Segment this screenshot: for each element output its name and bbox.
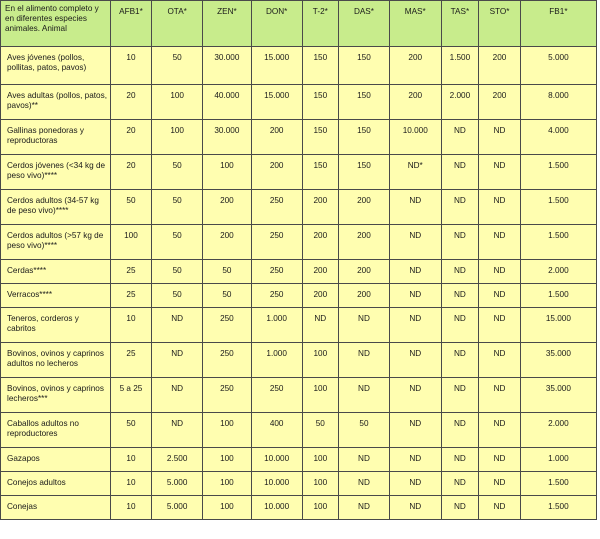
- cell-zen: 200: [203, 190, 252, 225]
- cell-don: 250: [251, 225, 302, 260]
- header-t2: T-2*: [302, 1, 339, 47]
- cell-das: ND: [339, 378, 390, 413]
- cell-t2: 150: [302, 85, 339, 120]
- cell-don: 250: [251, 190, 302, 225]
- header-ota: OTA*: [152, 1, 203, 47]
- cell-fb1: 2.000: [520, 413, 596, 448]
- table-row: [1, 260, 597, 284]
- cell-afb1: 10: [110, 448, 152, 472]
- cell-das: 200: [339, 284, 390, 308]
- cell-das: 150: [339, 85, 390, 120]
- cell-zen: 100: [203, 472, 252, 496]
- cell-don: 15.000: [251, 85, 302, 120]
- cell-zen: 100: [203, 496, 252, 520]
- cell-fb1: 5.000: [520, 47, 596, 85]
- cell-ota: 50: [152, 225, 203, 260]
- header-tas: TAS*: [441, 1, 479, 47]
- cell-das: ND: [339, 472, 390, 496]
- cell-tas: ND: [441, 190, 479, 225]
- header-row: [1, 1, 597, 47]
- cell-afb1: 50: [110, 413, 152, 448]
- cell-t2: 100: [302, 496, 339, 520]
- cell-ota: ND: [152, 413, 203, 448]
- cell-zen: 30.000: [203, 120, 252, 155]
- cell-mas: ND: [389, 190, 441, 225]
- cell-tas: ND: [441, 260, 479, 284]
- header-fb1: FB1*: [520, 1, 596, 47]
- table-row: [1, 448, 597, 472]
- cell-zen: 50: [203, 260, 252, 284]
- cell-das: 150: [339, 120, 390, 155]
- cell-don: 1.000: [251, 343, 302, 378]
- cell-zen: 100: [203, 155, 252, 190]
- table-row: [1, 413, 597, 448]
- cell-zen: 100: [203, 448, 252, 472]
- cell-t2: 200: [302, 260, 339, 284]
- cell-ota: 5.000: [152, 496, 203, 520]
- cell-afb1: 50: [110, 190, 152, 225]
- cell-ota: 2.500: [152, 448, 203, 472]
- cell-animal: Gallinas ponedoras y reproductoras: [1, 120, 111, 155]
- cell-t2: 200: [302, 225, 339, 260]
- table-row: [1, 378, 597, 413]
- cell-fb1: 4.000: [520, 120, 596, 155]
- table-row: [1, 496, 597, 520]
- cell-ota: 50: [152, 190, 203, 225]
- cell-t2: 100: [302, 343, 339, 378]
- cell-t2: ND: [302, 308, 339, 343]
- cell-tas: ND: [441, 343, 479, 378]
- cell-mas: ND: [389, 260, 441, 284]
- table-row: [1, 284, 597, 308]
- cell-afb1: 20: [110, 155, 152, 190]
- cell-ota: 50: [152, 155, 203, 190]
- cell-t2: 200: [302, 284, 339, 308]
- cell-das: ND: [339, 496, 390, 520]
- cell-t2: 100: [302, 448, 339, 472]
- cell-fb1: 2.000: [520, 260, 596, 284]
- cell-afb1: 5 a 25: [110, 378, 152, 413]
- cell-fb1: 1.000: [520, 448, 596, 472]
- cell-animal: Caballos adultos no reproductores: [1, 413, 111, 448]
- cell-ota: 50: [152, 260, 203, 284]
- cell-ota: 50: [152, 284, 203, 308]
- cell-das: 50: [339, 413, 390, 448]
- cell-tas: 2.000: [441, 85, 479, 120]
- cell-animal: Cerdos jóvenes (<34 kg de peso vivo)****: [1, 155, 111, 190]
- table-body: [1, 47, 597, 520]
- cell-mas: 200: [389, 47, 441, 85]
- cell-animal: Verracos****: [1, 284, 111, 308]
- cell-zen: 100: [203, 413, 252, 448]
- cell-zen: 50: [203, 284, 252, 308]
- cell-afb1: 20: [110, 85, 152, 120]
- cell-t2: 150: [302, 120, 339, 155]
- cell-fb1: 35.000: [520, 343, 596, 378]
- cell-afb1: 10: [110, 47, 152, 85]
- cell-afb1: 100: [110, 225, 152, 260]
- cell-ota: ND: [152, 343, 203, 378]
- header-afb1: AFB1*: [110, 1, 152, 47]
- cell-afb1: 10: [110, 308, 152, 343]
- cell-t2: 200: [302, 190, 339, 225]
- cell-mas: ND: [389, 448, 441, 472]
- cell-das: 200: [339, 190, 390, 225]
- cell-t2: 50: [302, 413, 339, 448]
- header-don: DON*: [251, 1, 302, 47]
- table-row: [1, 155, 597, 190]
- cell-mas: ND: [389, 413, 441, 448]
- cell-afb1: 25: [110, 260, 152, 284]
- cell-ota: ND: [152, 308, 203, 343]
- cell-tas: ND: [441, 308, 479, 343]
- cell-sto: ND: [479, 190, 521, 225]
- cell-tas: 1.500: [441, 47, 479, 85]
- cell-animal: Cerdos adultos (34-57 kg de peso vivo)****: [1, 190, 111, 225]
- cell-tas: ND: [441, 284, 479, 308]
- cell-animal: Aves adultas (pollos, patos, pavos)**: [1, 85, 111, 120]
- cell-don: 250: [251, 260, 302, 284]
- cell-don: 10.000: [251, 496, 302, 520]
- table-row: [1, 85, 597, 120]
- header-das: DAS*: [339, 1, 390, 47]
- cell-sto: ND: [479, 120, 521, 155]
- cell-animal: Bovinos, ovinos y caprinos lecheros***: [1, 378, 111, 413]
- cell-mas: ND: [389, 343, 441, 378]
- cell-animal: Conejas: [1, 496, 111, 520]
- cell-das: 200: [339, 225, 390, 260]
- cell-sto: ND: [479, 284, 521, 308]
- cell-mas: ND: [389, 308, 441, 343]
- cell-mas: 10.000: [389, 120, 441, 155]
- table-row: [1, 47, 597, 85]
- cell-animal: Cerdas****: [1, 260, 111, 284]
- cell-ota: 100: [152, 120, 203, 155]
- cell-mas: ND*: [389, 155, 441, 190]
- cell-tas: ND: [441, 472, 479, 496]
- table-row: [1, 190, 597, 225]
- cell-don: 10.000: [251, 472, 302, 496]
- cell-das: ND: [339, 308, 390, 343]
- cell-fb1: 35.000: [520, 378, 596, 413]
- cell-ota: ND: [152, 378, 203, 413]
- cell-don: 15.000: [251, 47, 302, 85]
- cell-tas: ND: [441, 120, 479, 155]
- cell-das: ND: [339, 448, 390, 472]
- cell-don: 200: [251, 155, 302, 190]
- cell-tas: ND: [441, 448, 479, 472]
- cell-animal: Teneros, corderos y cabritos: [1, 308, 111, 343]
- cell-fb1: 1.500: [520, 284, 596, 308]
- cell-fb1: 1.500: [520, 496, 596, 520]
- cell-tas: ND: [441, 496, 479, 520]
- cell-fb1: 1.500: [520, 190, 596, 225]
- cell-ota: 5.000: [152, 472, 203, 496]
- table-row: [1, 308, 597, 343]
- cell-mas: ND: [389, 496, 441, 520]
- cell-animal: Conejos adultos: [1, 472, 111, 496]
- cell-fb1: 1.500: [520, 472, 596, 496]
- cell-animal: Aves jóvenes (pollos, pollitas, patos, pavos): [1, 47, 111, 85]
- cell-fb1: 1.500: [520, 155, 596, 190]
- header-sto: STO*: [479, 1, 521, 47]
- cell-don: 400: [251, 413, 302, 448]
- cell-fb1: 1.500: [520, 225, 596, 260]
- cell-sto: ND: [479, 472, 521, 496]
- cell-don: 250: [251, 378, 302, 413]
- cell-sto: 200: [479, 47, 521, 85]
- table-header: [1, 1, 597, 47]
- cell-das: 200: [339, 260, 390, 284]
- header-mas: MAS*: [389, 1, 441, 47]
- cell-sto: ND: [479, 343, 521, 378]
- cell-sto: ND: [479, 308, 521, 343]
- table-row: [1, 472, 597, 496]
- cell-mas: ND: [389, 225, 441, 260]
- cell-das: 150: [339, 155, 390, 190]
- cell-tas: ND: [441, 155, 479, 190]
- cell-sto: ND: [479, 155, 521, 190]
- cell-zen: 40.000: [203, 85, 252, 120]
- cell-mas: 200: [389, 85, 441, 120]
- header-animal: En el alimento completo y en diferentes especies animales. Animal: [1, 1, 111, 47]
- cell-das: 150: [339, 47, 390, 85]
- cell-t2: 150: [302, 155, 339, 190]
- cell-zen: 200: [203, 225, 252, 260]
- cell-zen: 250: [203, 343, 252, 378]
- cell-t2: 100: [302, 472, 339, 496]
- table-row: [1, 343, 597, 378]
- cell-don: 10.000: [251, 448, 302, 472]
- cell-sto: ND: [479, 260, 521, 284]
- cell-afb1: 20: [110, 120, 152, 155]
- cell-ota: 100: [152, 85, 203, 120]
- cell-sto: ND: [479, 496, 521, 520]
- cell-mas: ND: [389, 378, 441, 413]
- cell-fb1: 8.000: [520, 85, 596, 120]
- cell-don: 1.000: [251, 308, 302, 343]
- cell-afb1: 25: [110, 284, 152, 308]
- cell-t2: 100: [302, 378, 339, 413]
- cell-don: 200: [251, 120, 302, 155]
- cell-animal: Gazapos: [1, 448, 111, 472]
- cell-das: ND: [339, 343, 390, 378]
- cell-don: 250: [251, 284, 302, 308]
- cell-sto: ND: [479, 378, 521, 413]
- cell-tas: ND: [441, 413, 479, 448]
- cell-animal: Bovinos, ovinos y caprinos adultos no lecheros: [1, 343, 111, 378]
- cell-tas: ND: [441, 225, 479, 260]
- cell-zen: 250: [203, 378, 252, 413]
- table-row: [1, 120, 597, 155]
- cell-t2: 150: [302, 47, 339, 85]
- cell-fb1: 15.000: [520, 308, 596, 343]
- header-zen: ZEN*: [203, 1, 252, 47]
- cell-ota: 50: [152, 47, 203, 85]
- table-row: [1, 225, 597, 260]
- cell-tas: ND: [441, 378, 479, 413]
- cell-zen: 30.000: [203, 47, 252, 85]
- cell-animal: Cerdos adultos (>57 kg de peso vivo)****: [1, 225, 111, 260]
- cell-sto: ND: [479, 413, 521, 448]
- cell-afb1: 25: [110, 343, 152, 378]
- cell-zen: 250: [203, 308, 252, 343]
- cell-afb1: 10: [110, 472, 152, 496]
- cell-sto: ND: [479, 225, 521, 260]
- cell-sto: 200: [479, 85, 521, 120]
- cell-mas: ND: [389, 284, 441, 308]
- cell-afb1: 10: [110, 496, 152, 520]
- cell-mas: ND: [389, 472, 441, 496]
- cell-sto: ND: [479, 448, 521, 472]
